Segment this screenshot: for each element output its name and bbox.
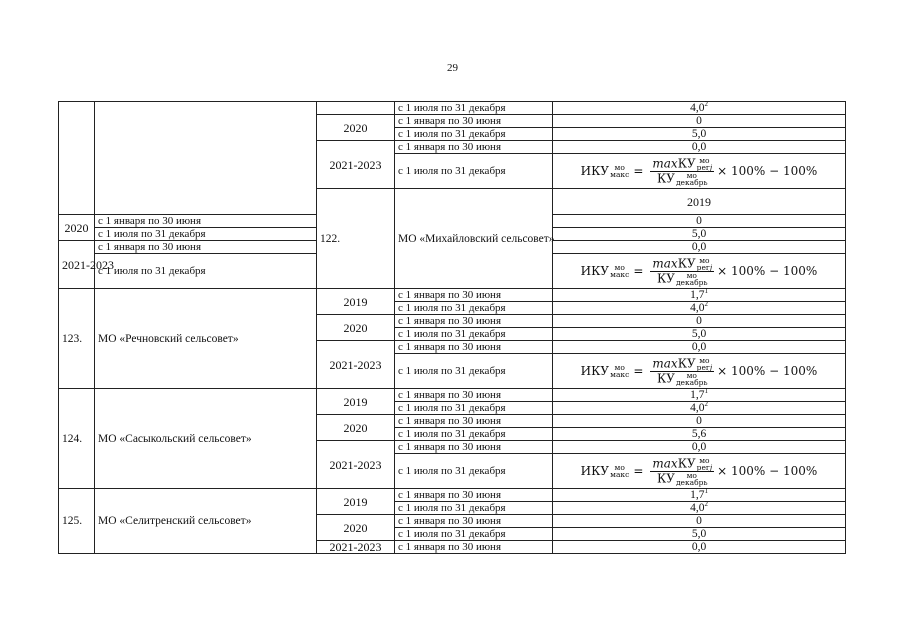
row-number xyxy=(59,102,95,215)
period-cell: с 1 января по 30 июня xyxy=(395,341,553,354)
max-index-formula: ИКУ мо макс = maxКУ мо регj КУ мо декабрь × 100% − 100% xyxy=(580,355,818,387)
year-cell: 2021-2023 xyxy=(59,241,95,289)
value-cell-value: 0 xyxy=(696,215,702,227)
value-cell xyxy=(553,489,846,502)
value-cell-value: 1,7 xyxy=(690,389,705,401)
period-cell: с 1 января по 30 июня xyxy=(95,241,317,254)
value-cell-value: 0,0 xyxy=(691,241,707,253)
formula-cell xyxy=(553,154,846,189)
row-number: 125. xyxy=(59,489,95,554)
value-cell xyxy=(553,115,846,128)
table-row xyxy=(59,489,846,502)
formula-cell xyxy=(553,354,846,389)
value-cell xyxy=(553,328,846,341)
footnote-mark: 1 xyxy=(704,487,708,496)
period-cell: с 1 июля по 31 декабря xyxy=(395,454,553,489)
value-cell xyxy=(553,415,846,428)
value-cell-value: 0,0 xyxy=(691,541,707,553)
value-cell xyxy=(553,141,846,154)
year-cell: 2019 xyxy=(317,389,395,415)
period-cell: с 1 июля по 31 декабря xyxy=(395,528,553,541)
tariff-table xyxy=(58,101,846,554)
footnote-mark: 2 xyxy=(704,500,708,509)
value-cell-value: 0 xyxy=(696,515,702,527)
row-number: 124. xyxy=(59,389,95,489)
year-cell: 2021-2023 xyxy=(317,441,395,489)
value-cell xyxy=(553,215,846,228)
row-number: 122. xyxy=(317,189,395,289)
value-cell xyxy=(553,502,846,515)
period-cell: с 1 января по 30 июня xyxy=(95,215,317,228)
value-cell xyxy=(553,428,846,441)
table-row xyxy=(59,289,846,302)
value-cell-value: 0,0 xyxy=(691,141,707,153)
value-cell-value: 5,0 xyxy=(691,228,707,240)
period-cell: с 1 января по 30 июня xyxy=(395,415,553,428)
value-cell xyxy=(553,302,846,315)
value-cell xyxy=(553,441,846,454)
period-cell: с 1 июля по 31 декабря xyxy=(395,354,553,389)
value-cell xyxy=(553,289,846,302)
footnote-mark: 1 xyxy=(704,387,708,396)
period-cell: с 1 июля по 31 декабря xyxy=(95,254,317,289)
period-cell: с 1 января по 30 июня xyxy=(395,441,553,454)
value-cell xyxy=(553,341,846,354)
value-cell-value: 1,7 xyxy=(690,489,705,501)
year-cell: 2019 xyxy=(553,189,846,215)
value-cell xyxy=(553,528,846,541)
max-index-formula: ИКУ мо макс = maxКУ мо регj КУ мо декабрь × 100% − 100% xyxy=(580,255,818,287)
formula-cell xyxy=(553,254,846,289)
footnote-mark: 2 xyxy=(704,300,708,309)
period-cell: с 1 июля по 31 декабря xyxy=(95,228,317,241)
value-cell-value: 4,0 xyxy=(690,402,705,414)
table-row xyxy=(59,389,846,402)
value-cell-value: 4,0 xyxy=(690,102,705,114)
period-cell: с 1 июля по 31 декабря xyxy=(395,102,553,115)
value-cell xyxy=(553,515,846,528)
value-cell-value: 5,0 xyxy=(691,328,707,340)
value-cell-value: 0,0 xyxy=(691,441,707,453)
year-cell: 2020 xyxy=(59,215,95,241)
period-cell: с 1 января по 30 июня xyxy=(395,541,553,554)
municipality-name: МО «Михайловский сельсовет» xyxy=(395,189,553,289)
year-cell: 2019 xyxy=(317,289,395,315)
period-cell: с 1 января по 30 июня xyxy=(395,315,553,328)
period-cell: с 1 июля по 31 декабря xyxy=(395,428,553,441)
value-cell xyxy=(553,241,846,254)
value-cell xyxy=(553,541,846,554)
period-cell: с 1 июля по 31 декабря xyxy=(395,502,553,515)
year-cell: 2021-2023 xyxy=(317,541,395,554)
value-cell-value: 5,0 xyxy=(691,528,707,540)
value-cell xyxy=(553,402,846,415)
value-cell-value: 1,7 xyxy=(690,289,705,301)
value-cell xyxy=(553,228,846,241)
value-cell-value: 4,0 xyxy=(690,302,705,314)
value-cell-value: 5,6 xyxy=(691,428,707,440)
value-cell-value: 0 xyxy=(696,415,702,427)
value-cell-value: 4,0 xyxy=(690,502,705,514)
value-cell-value: 0 xyxy=(696,115,702,127)
value-cell xyxy=(553,102,846,115)
period-cell: с 1 января по 30 июня xyxy=(395,289,553,302)
year-cell: 2021-2023 xyxy=(317,141,395,189)
footnote-mark: 1 xyxy=(704,287,708,296)
year-cell: 2020 xyxy=(317,115,395,141)
value-cell xyxy=(553,315,846,328)
value-cell-value: 5,0 xyxy=(691,128,707,140)
value-cell xyxy=(553,389,846,402)
value-cell-value: 0,0 xyxy=(691,341,707,353)
municipality-name xyxy=(95,102,317,215)
page-number: 29 xyxy=(447,62,458,74)
max-index-formula: ИКУ мо макс = maxКУ мо регj КУ мо декабрь × 100% − 100% xyxy=(580,155,818,187)
period-cell: с 1 июля по 31 декабря xyxy=(395,402,553,415)
formula-cell xyxy=(553,454,846,489)
year-cell: 2021-2023 xyxy=(317,341,395,389)
year-cell: 2020 xyxy=(317,315,395,341)
year-cell xyxy=(317,102,395,115)
municipality-name: МО «Селитренский сельсовет» xyxy=(95,489,317,554)
value-cell-value: 0 xyxy=(696,315,702,327)
row-number: 123. xyxy=(59,289,95,389)
table-row xyxy=(59,102,846,115)
period-cell: с 1 июля по 31 декабря xyxy=(395,128,553,141)
period-cell: с 1 января по 30 июня xyxy=(395,489,553,502)
period-cell: с 1 января по 30 июня xyxy=(395,389,553,402)
period-cell: с 1 января по 30 июня xyxy=(395,515,553,528)
value-cell xyxy=(553,128,846,141)
period-cell: с 1 июля по 31 декабря xyxy=(395,154,553,189)
year-cell: 2020 xyxy=(317,415,395,441)
year-cell: 2019 xyxy=(317,489,395,515)
footnote-mark: 2 xyxy=(704,100,708,109)
footnote-mark: 2 xyxy=(704,400,708,409)
municipality-name: МО «Речновский сельсовет» xyxy=(95,289,317,389)
period-cell: с 1 января по 30 июня xyxy=(395,115,553,128)
period-cell: с 1 июля по 31 декабря xyxy=(395,328,553,341)
year-cell: 2020 xyxy=(317,515,395,541)
period-cell: с 1 января по 30 июня xyxy=(395,141,553,154)
municipality-name: МО «Сасыкольский сельсовет» xyxy=(95,389,317,489)
period-cell: с 1 июля по 31 декабря xyxy=(395,302,553,315)
max-index-formula: ИКУ мо макс = maxКУ мо регj КУ мо декабрь × 100% − 100% xyxy=(580,455,818,487)
